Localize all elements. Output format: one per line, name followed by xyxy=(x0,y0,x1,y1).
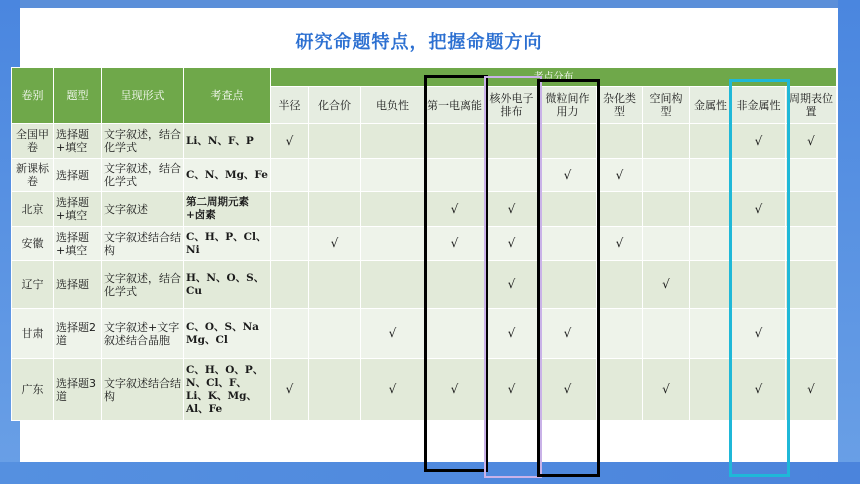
row-type: 选择题+填空 xyxy=(54,124,102,159)
check-cell xyxy=(539,124,597,159)
row-form: 文字叙述 xyxy=(102,192,184,227)
check-cell xyxy=(786,227,837,261)
row-topics: C、N、Mg、Fe xyxy=(184,159,271,192)
check-cell: √ xyxy=(539,309,597,359)
row-form: 文字叙述结合结构 xyxy=(102,359,184,421)
check-cell xyxy=(425,261,485,309)
row-paper: 甘肃 xyxy=(12,309,54,359)
header-paper: 卷别 xyxy=(12,68,54,124)
check-cell xyxy=(271,261,309,309)
row-type: 选择题3道 xyxy=(54,359,102,421)
check-cell xyxy=(732,261,786,309)
check-cell: √ xyxy=(786,124,837,159)
check-cell xyxy=(309,124,361,159)
background-right-band xyxy=(838,0,860,484)
table-row xyxy=(12,359,837,421)
check-cell: √ xyxy=(271,359,309,421)
check-cell xyxy=(786,309,837,359)
check-cell xyxy=(690,359,732,421)
check-cell xyxy=(643,227,690,261)
row-type: 选择题2道 xyxy=(54,309,102,359)
check-cell xyxy=(361,124,425,159)
check-cell: √ xyxy=(485,261,539,309)
check-cell: √ xyxy=(786,359,837,421)
check-cell: √ xyxy=(732,192,786,227)
check-cell xyxy=(309,359,361,421)
check-cell xyxy=(786,159,837,192)
check-cell: √ xyxy=(271,124,309,159)
check-cell xyxy=(309,309,361,359)
check-cell: √ xyxy=(485,192,539,227)
check-cell: √ xyxy=(643,359,690,421)
check-cell: √ xyxy=(425,192,485,227)
row-topics: Li、N、F、P xyxy=(184,124,271,159)
check-cell xyxy=(732,159,786,192)
table-row xyxy=(12,261,837,309)
check-cell xyxy=(690,124,732,159)
header-metallicity: 金属性 xyxy=(690,87,732,124)
check-cell: √ xyxy=(597,159,643,192)
row-form: 文字叙述，结合化学式 xyxy=(102,159,184,192)
row-form: 文字叙述，结合化学式 xyxy=(102,261,184,309)
exam-analysis-table xyxy=(11,67,837,421)
check-cell xyxy=(690,192,732,227)
check-cell: √ xyxy=(643,261,690,309)
header-hybridization: 杂化类型 xyxy=(597,87,643,124)
check-cell xyxy=(485,159,539,192)
check-cell: √ xyxy=(485,359,539,421)
check-cell: √ xyxy=(425,227,485,261)
header-topics: 考查点 xyxy=(184,68,271,124)
header-table-position: 周期表位置 xyxy=(786,87,837,124)
check-cell xyxy=(597,359,643,421)
check-cell xyxy=(361,192,425,227)
check-cell: √ xyxy=(539,359,597,421)
row-paper: 全国甲卷 xyxy=(12,124,54,159)
header-type: 题型 xyxy=(54,68,102,124)
table-row xyxy=(12,159,837,192)
header-nonmetallicity: 非金属性 xyxy=(732,87,786,124)
slide-title: 研究命题特点，把握命题方向 xyxy=(295,32,543,53)
table-row xyxy=(12,309,837,359)
header-distribution: 考点分布 xyxy=(271,68,837,87)
check-cell: √ xyxy=(539,159,597,192)
check-cell xyxy=(309,192,361,227)
header-first-ionization: 第一电离能 xyxy=(425,87,485,124)
row-type: 选择题 xyxy=(54,261,102,309)
row-form: 文字叙述，结合化学式 xyxy=(102,124,184,159)
check-cell: √ xyxy=(425,359,485,421)
check-cell: √ xyxy=(732,124,786,159)
row-topics: C、O、S、Na Mg、Cl xyxy=(184,309,271,359)
row-type: 选择题+填空 xyxy=(54,227,102,261)
row-topics: C、H、O、P、N、Cl、F、Li、K、Mg、Al、Fe xyxy=(184,359,271,421)
row-form: 文字叙述+文字叙述结合晶胞 xyxy=(102,309,184,359)
row-paper: 广东 xyxy=(12,359,54,421)
check-cell xyxy=(271,192,309,227)
header-valence: 化合价 xyxy=(309,87,361,124)
check-cell xyxy=(425,159,485,192)
row-topics: 第二周期元素+卤素 xyxy=(184,192,271,227)
check-cell xyxy=(539,192,597,227)
check-cell: √ xyxy=(361,359,425,421)
check-cell xyxy=(643,309,690,359)
row-paper: 北京 xyxy=(12,192,54,227)
check-cell xyxy=(690,159,732,192)
row-type: 选择题+填空 xyxy=(54,192,102,227)
check-cell: √ xyxy=(485,309,539,359)
check-cell xyxy=(485,124,539,159)
check-cell xyxy=(361,159,425,192)
row-paper: 新课标卷 xyxy=(12,159,54,192)
row-paper: 辽宁 xyxy=(12,261,54,309)
check-cell xyxy=(309,159,361,192)
check-cell xyxy=(643,159,690,192)
check-cell xyxy=(786,261,837,309)
check-cell: √ xyxy=(485,227,539,261)
header-interparticle-force: 微粒间作用力 xyxy=(539,87,597,124)
check-cell: √ xyxy=(309,227,361,261)
background-bottom-band xyxy=(0,462,860,484)
check-cell xyxy=(597,261,643,309)
check-cell xyxy=(425,124,485,159)
check-cell: √ xyxy=(732,309,786,359)
header-electronegativity: 电负性 xyxy=(361,87,425,124)
row-paper: 安徽 xyxy=(12,227,54,261)
check-cell: √ xyxy=(361,309,425,359)
check-cell xyxy=(643,124,690,159)
check-cell xyxy=(732,227,786,261)
table-row xyxy=(12,192,837,227)
check-cell xyxy=(271,309,309,359)
check-cell xyxy=(643,192,690,227)
header-radius: 半径 xyxy=(271,87,309,124)
check-cell xyxy=(361,227,425,261)
check-cell xyxy=(539,261,597,309)
table-row xyxy=(12,227,837,261)
row-topics: C、H、P、Cl、Ni xyxy=(184,227,271,261)
check-cell xyxy=(309,261,361,309)
check-cell xyxy=(361,261,425,309)
check-cell xyxy=(690,227,732,261)
header-form: 呈现形式 xyxy=(102,68,184,124)
check-cell xyxy=(425,309,485,359)
row-type: 选择题 xyxy=(54,159,102,192)
header-electron-config: 核外电子排布 xyxy=(485,87,539,124)
check-cell xyxy=(539,227,597,261)
check-cell xyxy=(597,309,643,359)
check-cell: √ xyxy=(732,359,786,421)
check-cell xyxy=(597,124,643,159)
check-cell xyxy=(690,309,732,359)
check-cell: √ xyxy=(597,227,643,261)
row-form: 文字叙述结合结构 xyxy=(102,227,184,261)
check-cell xyxy=(786,192,837,227)
check-cell xyxy=(597,192,643,227)
header-geometry: 空间构型 xyxy=(643,87,690,124)
check-cell xyxy=(271,227,309,261)
check-cell xyxy=(271,159,309,192)
check-cell xyxy=(690,261,732,309)
table-row xyxy=(12,124,837,159)
row-topics: H、N、O、S、Cu xyxy=(184,261,271,309)
